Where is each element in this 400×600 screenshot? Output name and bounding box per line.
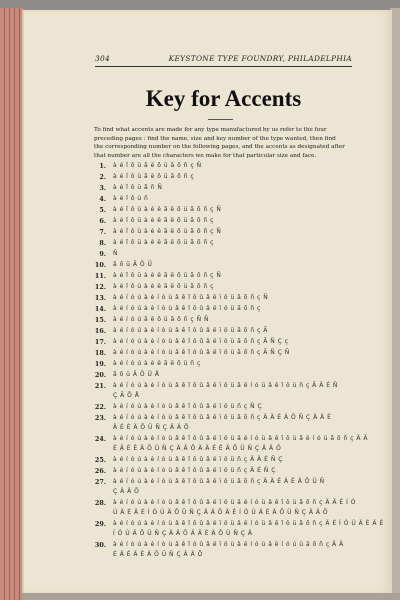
accent-characters: à é í ó ú à è í ò ù â ê î ô û â ë ï ö ü ñ ç Ä É Ñ Ç <box>113 467 276 474</box>
accent-characters: à é í ó ú à è í ò ù â ê î ô û â ë ï ö ü ã õ ñ ç Ã Ñ Ç Ñ <box>113 349 290 356</box>
key-number: 21. <box>94 382 106 390</box>
accent-characters: à é í ó ú à è í ò ù â ê î ô û â ë ï ö ü ã õ ñ ç <box>113 305 261 312</box>
key-number: 17. <box>94 338 106 346</box>
accent-characters: à é í ó ú à è ë ã ë õ ü ñ ç <box>113 360 201 367</box>
key-number: 28. <box>94 499 106 507</box>
background-top <box>0 0 400 10</box>
key-number: 18. <box>94 349 106 357</box>
accent-characters: à é î ô ü à è ë ã ë õ ü ã õ ñ ç <box>113 283 214 290</box>
key-number: 23. <box>94 414 106 422</box>
key-number: 3. <box>99 184 106 192</box>
accent-characters: à é í ó ú à è í ò ù â ê î ô û â ë ï ö ü ã õ ñ ç Ñ <box>113 294 269 301</box>
key-number: 19. <box>94 360 106 368</box>
key-number: 13. <box>94 294 106 302</box>
accent-characters: à é î ô ü ñ <box>113 195 149 202</box>
background-bottom <box>22 593 400 600</box>
header-rule <box>95 66 352 67</box>
accent-characters: à é í ó ú à è í ò ù â ê î ô û â ë ï ö ü ã õ ñ ç Ä Ä É Ä Ê Ä Õ Ü Ñ <box>113 478 325 485</box>
accent-characters-continued: Ú Ä É Ä É Í Ó Ú Ä Õ Ü Ñ Ç Ä Ä Õ Ä É Í Ó Ú Ä É Ä Õ Ü Ñ Ç Ä Ä Õ <box>113 509 329 516</box>
key-number: 8. <box>99 239 106 247</box>
key-number: 11. <box>94 272 106 280</box>
accent-characters: à é î ô ü à è ë ã ë õ ü ã õ ñ ç Ñ <box>113 206 222 213</box>
accent-characters: à é í ó ú à è í ò ù â ê î ô û â ë ï ö ü â ë í ó ü â ê î ô ü ã ë í ó ü ã õ ñ ç Ä Ä <box>113 435 369 442</box>
title-rule <box>208 119 233 120</box>
key-number: 20. <box>94 371 106 379</box>
running-title: KEYSTONE TYPE FOUNDRY, PHILADELPHIA <box>168 54 352 63</box>
page-edge-line <box>14 8 15 600</box>
key-number: 16. <box>94 327 106 335</box>
running-header <box>95 54 352 66</box>
accent-characters: Ñ <box>113 250 118 257</box>
key-number: 30. <box>94 541 106 549</box>
page-title: Key for Accents <box>145 86 302 111</box>
page-edge-line <box>19 8 20 600</box>
key-number: 9. <box>99 250 106 258</box>
accent-characters: ã õ ü Ã Õ Ü <box>113 261 153 268</box>
accent-characters: à é î ô ü ã ë õ ü ã õ ñ ç Ñ <box>113 162 202 169</box>
accent-characters: à é î ô ü à è ë ã ë õ ü ã õ ñ ç <box>113 239 214 246</box>
accent-characters: à é í ó ú à è í ò ù â ê î ô û â ë ï ö ü â ë í ó ü â ê î ô ü ã õ ñ ç Ä É Í Ó Ú Ä É Ä É <box>113 520 384 527</box>
key-number: 22. <box>94 403 106 411</box>
key-number: 4. <box>99 195 106 203</box>
page-edge-line <box>9 8 10 600</box>
accent-characters: à é í ó ú à è í ò ù â ê î ô û â ë ï ö ü ã õ ñ ç Ã <box>113 327 268 334</box>
accent-characters: à é í ó ú à è í ò ù â ê î ô û â ë ï ö ü ã õ ñ ç Ä Ä É Ä Õ Ñ Ç Ä Ä É <box>113 414 332 421</box>
accent-characters-continued: Í Ó Ú Ä Õ Ü Ñ Ç Ä Ä Õ Ä Ä É Ä Õ Ü Ñ Ç Ä <box>113 530 253 537</box>
accent-characters: à é î ô ü à è ë ã ë õ ü ã õ ñ ç Ñ <box>113 228 222 235</box>
accent-characters: à é í ó ú à è í ò ù â ê î ô û â ë ï ö ü â ë í ó ü â ê î ô ü ã õ ñ ç Ä Ä É Í Ó <box>113 499 356 506</box>
accent-characters-continued: Ä É É Ä Õ Ü Ñ Ç Ä Ä Õ <box>113 424 190 431</box>
accent-characters-continued: É Ä É Ê Ä Õ Ü Ñ Ç Ä Ä Õ Ä Ä É Ê Ä Õ Ü Ñ Ç Ä Ä Õ <box>113 445 282 452</box>
key-number: 12. <box>94 283 106 291</box>
intro-line: preceding pages : find the name, size and key number of the type wanted, then find <box>94 135 336 142</box>
accent-characters: à é í ó ú à è í ò ù â ê î ô û â ë ï ö ü ñ ç Ñ Ç <box>113 403 263 410</box>
accent-characters-continued: É Ä É Ä É Ä Õ Ü Ñ Ç Ä Ä Õ <box>113 551 203 558</box>
accent-characters: à é î ô ü ã ñ Ñ <box>113 184 163 191</box>
accent-characters: ã õ ü Ã Õ Ü Å <box>113 371 160 378</box>
key-number: 26. <box>94 467 106 475</box>
accent-characters: à é í ó ú à è í ò ù â ê î ô û â ë ï ö ü â ë í ó ü â ë í ó ú ü ã õ ñ ç Ä Ä <box>113 541 344 548</box>
key-number: 5. <box>99 206 106 214</box>
intro-paragraph <box>94 126 354 160</box>
accent-characters: à é í ó ú à è í ò ù â ê î ô û â ë ï ö ü ñ ç Ä Ä É Ñ Ç <box>113 456 283 463</box>
intro-line: the corresponding number on the following pages, and the accents as designated after <box>94 144 345 151</box>
accent-characters: à é î ô ü à è ë ã ë õ ü ã õ ñ ç Ñ <box>113 272 222 279</box>
accent-characters-continued: Ç Ä Ä Õ <box>113 488 140 495</box>
accent-characters: à é í ó ú à è í ò ù â ê î ô û â ë ï ö ü ã ë í ó ü â ê î ô ü ñ ç Ã Ä É Ñ <box>113 382 338 389</box>
key-number: 27. <box>94 478 106 486</box>
accent-characters: à é î ô ü ã ë õ ü ã õ ñ ç <box>113 173 195 180</box>
key-number: 14. <box>94 305 106 313</box>
accent-characters: à é í ó ú ã ë õ ü ã õ ñ ç Ñ Ñ <box>113 316 209 323</box>
key-number: 24. <box>94 435 106 443</box>
key-number: 10. <box>94 261 106 269</box>
page-number: 304 <box>95 54 111 63</box>
intro-line: that number are all the characters we make for that particular size and face. <box>94 152 317 159</box>
accent-characters-continued: Ç Ã Õ Å <box>113 392 140 399</box>
intro-line: To find what accents are made for any type manufactured by us refer to the four <box>94 127 327 133</box>
key-number: 2. <box>99 173 106 181</box>
page-edge-line <box>4 8 5 600</box>
key-number: 25. <box>94 456 106 464</box>
key-number: 29. <box>94 520 106 528</box>
key-number: 15. <box>94 316 106 324</box>
key-number: 7. <box>99 228 106 236</box>
accent-characters: à é í ó ú à è í ò ù â ê î ô û â ë ï ö ü ã õ ñ ç Ã Ñ Ç ç <box>113 338 289 345</box>
key-number: 6. <box>99 217 106 225</box>
accent-characters: à é î ô ü à è ë ã ë õ ü ã õ ñ ç <box>113 217 214 224</box>
key-number: 1. <box>99 162 106 170</box>
